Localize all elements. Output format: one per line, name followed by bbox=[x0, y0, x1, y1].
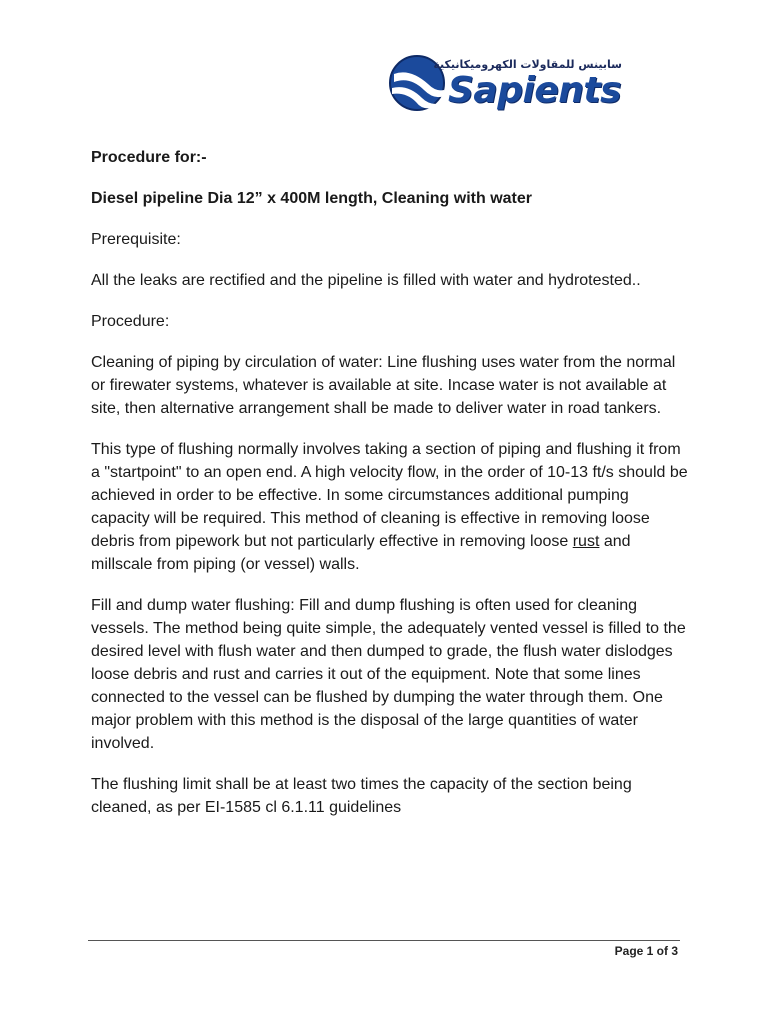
paragraph-circulation: Cleaning of piping by circulation of water: Line flushing uses water from the normal or firewater systems, whatever is available at site. Incase water is not available at site, then alternative arrangement shall be made to deliver water in road tankers. bbox=[91, 354, 676, 417]
document-title: Diesel pipeline Dia 12” x 400M length, Cleaning with water bbox=[91, 190, 533, 207]
page-number: Page 1 of 3 bbox=[614, 944, 678, 958]
prerequisite-text: All the leaks are rectified and the pipeline is filled with water and hydrotested.. bbox=[91, 272, 641, 289]
paragraph-flushing-end: and millscale from piping (or vessel) walls. bbox=[91, 533, 631, 573]
paragraph-flushing bbox=[91, 438, 691, 576]
paragraph-fill-dump: Fill and dump water flushing: Fill and dump flushing is often used for cleaning vessels. The method being quite simple, the adequately vented vessel is filled to the desired level with flush water and then dumped to grade, the flush water dislodges loose debris and rust and carries it out of the equipment. Note that some lines connected to the vessel can be flushed by dumping the water through them. One major problem with this method is the disposal of the large quantities of water involved. bbox=[91, 597, 686, 752]
rust-link[interactable]: rust bbox=[572, 533, 600, 550]
paragraph-flushing-text: This type of flushing normally involves taking a section of piping and flushing it from a "startpoint" to an open end. A high velocity flow, in the order of 10-13 ft/s should be achieved in order to be effective. In some circumstances additional pumping capacity will be required. This method of cleaning is effective in removing loose debris from pipework but not particularly effective in removing loose bbox=[91, 441, 688, 550]
company-logo bbox=[388, 52, 628, 122]
document-body bbox=[91, 146, 691, 837]
footer-divider bbox=[88, 940, 680, 941]
paragraph-flushing-limit: The flushing limit shall be at least two times the capacity of the section being cleaned, as per EI-1585 cl 6.1.11 guidelines bbox=[91, 776, 632, 816]
procedure-heading: Procedure for:- bbox=[91, 149, 207, 166]
prerequisite-label: Prerequisite: bbox=[91, 231, 181, 248]
logo-wordmark: Sapients bbox=[448, 70, 622, 111]
procedure-label: Procedure: bbox=[91, 313, 170, 330]
logo-arabic-name: سابينس للمقاولات الكهروميكانيكية bbox=[433, 58, 622, 71]
